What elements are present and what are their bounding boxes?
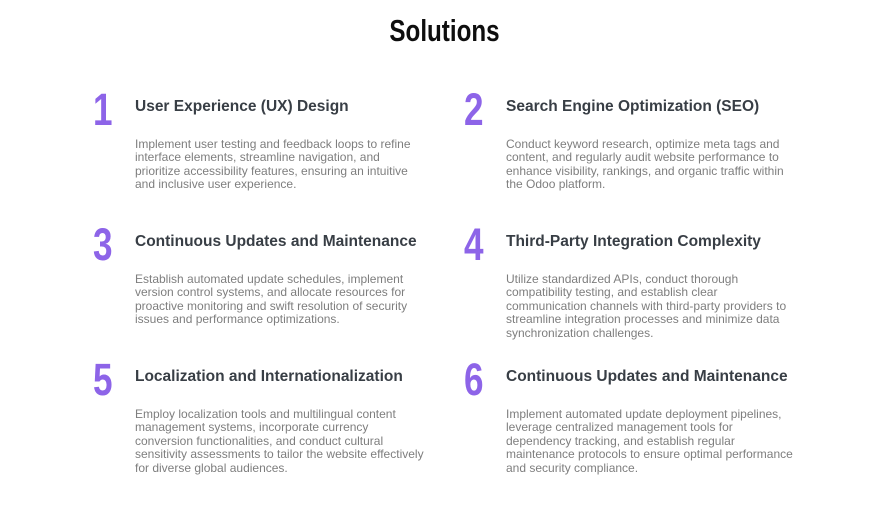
solution-number: 3	[93, 219, 113, 270]
solution-content	[135, 92, 464, 192]
solution-description: Establish automated update schedules, implement version control systems, and allocate resources for proactive monitoring and swift resolution of security issues and performance optimizations.	[135, 272, 408, 327]
solution-item-4	[464, 219, 835, 362]
solution-title: Search Engine Optimization (SEO)	[506, 98, 760, 115]
solution-number: 4	[464, 219, 484, 270]
solution-content	[506, 92, 835, 192]
solution-item-1	[93, 84, 464, 227]
solution-title: Localization and Internationalization	[135, 368, 403, 385]
solution-description: Employ localization tools and multilingual content management systems, incorporate currency conversion functionalities, and conduct cultural sensitivity assessments to tailor the website effectively for diverse global audiences.	[135, 407, 424, 475]
solutions-page	[0, 13, 889, 513]
page-title: Solutions	[389, 13, 500, 48]
solution-title: Continuous Updates and Maintenance	[506, 368, 788, 385]
solution-title: User Experience (UX) Design	[135, 98, 349, 115]
solution-description: Conduct keyword research, optimize meta tags and content, and regularly audit website performance to enhance visibility, rankings, and organic traffic within the Odoo platform.	[506, 137, 784, 192]
solution-item-5	[93, 354, 464, 497]
solution-number: 6	[464, 354, 484, 405]
solution-description: Utilize standardized APIs, conduct thorough compatibility testing, and establish clear communication channels with third-party providers to streamline integration processes and minimize data synchronization challenges.	[506, 272, 787, 340]
solution-title: Third-Party Integration Complexity	[506, 233, 761, 250]
solution-item-2	[464, 84, 835, 227]
solution-content	[135, 227, 464, 327]
solution-description: Implement user testing and feedback loops to refine interface elements, streamline navigation, and prioritize accessibility features, ensuring an intuitive and inclusive user experience.	[135, 137, 411, 192]
solutions-grid	[93, 84, 835, 497]
solution-content	[135, 362, 464, 475]
solution-content	[506, 362, 835, 475]
solution-number: 5	[93, 354, 113, 405]
solution-number: 1	[93, 84, 113, 135]
solution-description: Implement automated update deployment pipelines, leverage centralized management tools for dependency tracking, and establish regular maintenance protocols to ensure optimal performance and security compliance.	[506, 407, 793, 475]
solution-title: Continuous Updates and Maintenance	[135, 233, 417, 250]
solution-item-3	[93, 219, 464, 362]
solution-content	[506, 227, 835, 340]
solution-item-6	[464, 354, 835, 497]
solution-number: 2	[464, 84, 484, 135]
